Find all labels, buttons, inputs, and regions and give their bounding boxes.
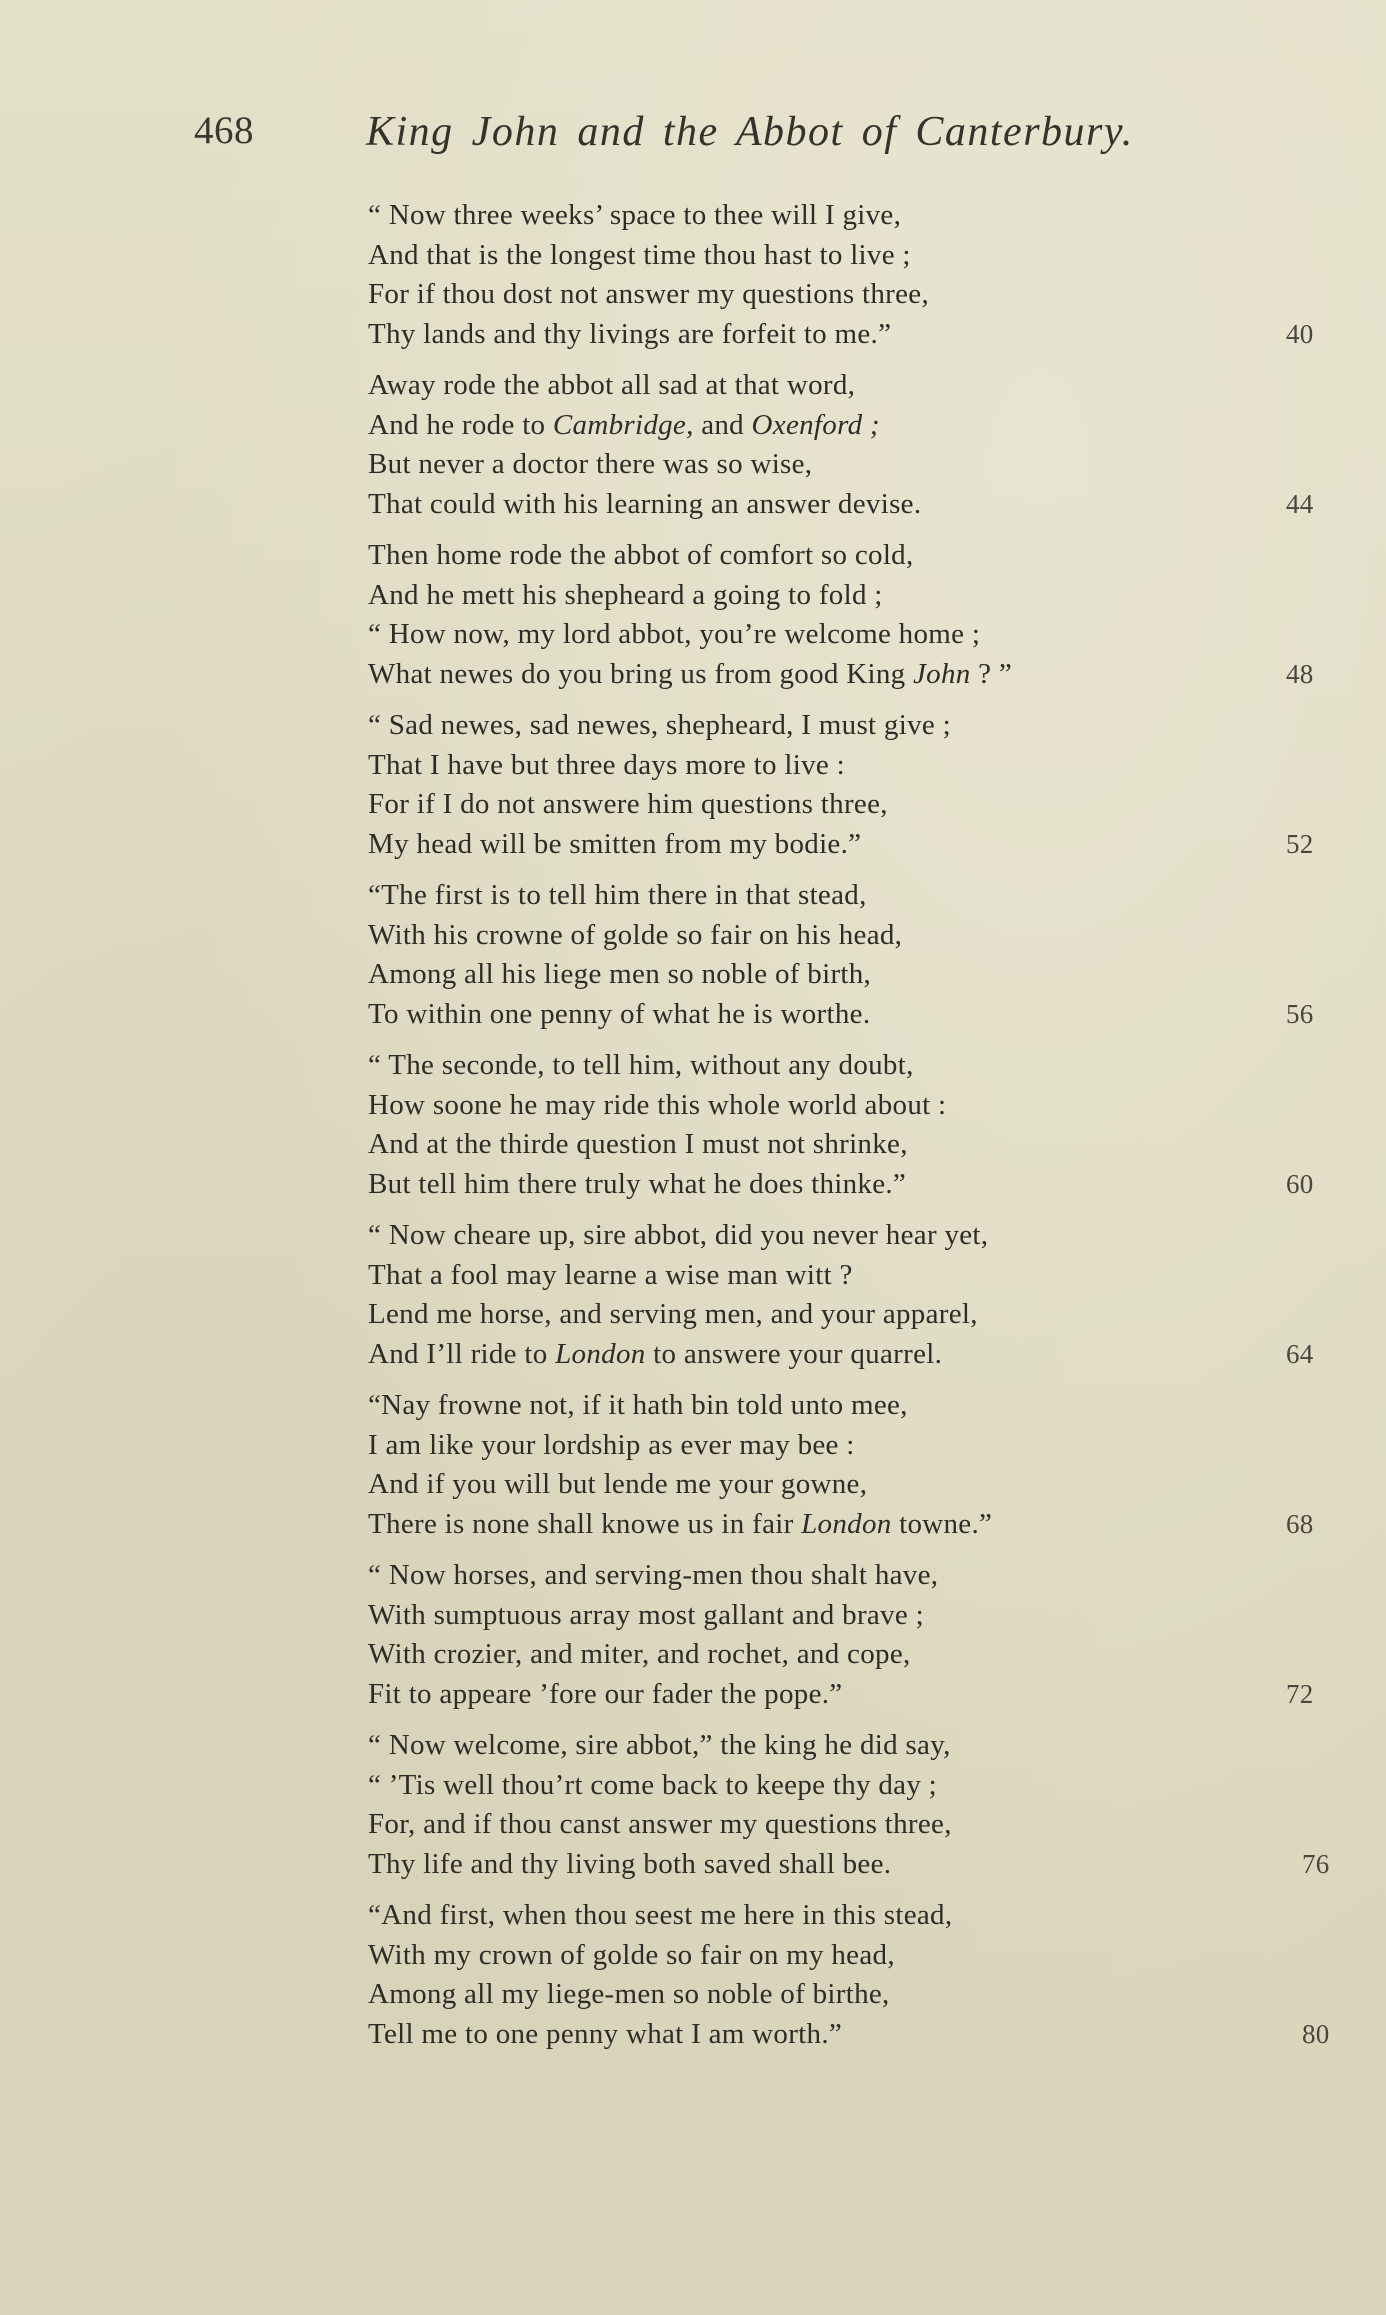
verse-line [0,955,1386,995]
line-number: 44 [1286,488,1314,519]
verse-line-text [368,1086,946,1126]
verse-line [0,1465,1386,1505]
verse-line-text [368,1556,938,1596]
verse-line-text [368,916,902,956]
stanza [0,1386,1386,1544]
stanza [0,1556,1386,1714]
verse-line [0,1845,1386,1885]
verse-line [0,1086,1386,1126]
text-segment: But tell him there truly what he does thinke.” [368,1167,907,1200]
text-segment: That could with his learning an answer devise. [368,487,922,520]
verse-line [0,1216,1386,1256]
verse-line-text [368,1165,906,1205]
verse-line-text [368,1125,908,1165]
verse-line-text [368,1256,853,1296]
verse-line [0,406,1386,446]
text-segment: And he rode to [368,408,553,441]
verse-line-text [368,445,812,485]
verse-line-text [368,1675,842,1715]
text-segment: “ ’Tis well thou’rt come back to keepe thy day ; [368,1768,938,1801]
stanza [0,1216,1386,1374]
text-segment: But never a doctor there was so wise, [368,448,813,480]
verse-line [0,1675,1386,1715]
text-segment: With my crown of golde so fair on my head, [368,1938,895,1971]
italic-text: Oxenford ; [751,408,880,441]
verse-line-text [368,576,883,616]
verse-line [0,1426,1386,1466]
verse-line-text [368,536,914,576]
running-title: King John and the Abbot of Canterbury. [366,109,1134,155]
verse-line [0,615,1386,655]
verse-line [0,1766,1386,1806]
stanza [0,1046,1386,1204]
text-segment: Among all my liege-men so noble of birthe, [368,1978,890,2010]
verse-line-text [368,1896,952,1936]
stanza [0,706,1386,864]
verse-line-text [368,366,855,406]
verse-line-text [368,1845,891,1885]
text-segment: Lend me horse, and serving men, and your apparel, [368,1298,978,1330]
text-segment: Then home rode the abbot of comfort so cold, [368,539,914,571]
text-segment: I am like your lordship as ever may bee : [368,1428,855,1461]
line-number: 76 [1302,1848,1330,1879]
verse-line-text [368,1465,867,1505]
italic-text: Cambridge, [552,408,694,441]
text-segment: That I have but three days more to live : [368,748,845,781]
verse-line [0,536,1386,576]
verse-line [0,1256,1386,1296]
verse-line-text [368,1805,952,1845]
italic-text: John [913,657,971,690]
text-segment: How soone he may ride this whole world about : [368,1088,947,1121]
verse-line-text [368,876,867,916]
verse-line-text [368,655,1012,695]
verse-line [0,1386,1386,1426]
verse-line-text [368,1386,908,1426]
text-segment: “The first is to tell him there in that stead, [368,879,867,911]
text-segment: With crozier, and miter, and rochet, and cope, [368,1638,911,1670]
line-number: 72 [1286,1678,1314,1709]
verse-line [0,995,1386,1035]
verse-line-text [368,315,891,355]
line-number: 52 [1286,828,1314,859]
italic-text: London [801,1507,892,1540]
verse-line-text [368,955,871,995]
verse-line [0,1896,1386,1936]
line-number: 48 [1286,658,1314,689]
text-segment: And if you will but lende me your gowne, [368,1468,868,1500]
text-segment: “ Now three weeks’ space to thee will I give, [368,199,902,231]
text-segment: Fit to appeare ’fore our fader the pope.” [368,1677,843,1710]
italic-text: London [555,1337,646,1370]
text-segment: Tell me to one penny what I am worth.” [368,2017,843,2050]
stanza [0,876,1386,1034]
verse-line-text [368,406,880,446]
text-segment: And he mett his shepheard a going to fold ; [368,578,883,611]
text-segment: For if I do not answere him questions three, [368,788,888,820]
verse-line [0,706,1386,746]
verse-line-text [368,1426,855,1466]
verse-line-text [368,706,951,746]
verse-line [0,1125,1386,1165]
verse-line [0,1335,1386,1375]
text-segment: And at the thirde question I must not shrinke, [368,1128,908,1160]
line-number: 40 [1286,318,1314,349]
verse-line [0,1596,1386,1636]
text-segment: “ The seconde, to tell him, without any doubt, [368,1049,914,1081]
verse-line-text [368,2015,842,2055]
text-segment: With his crowne of golde so fair on his head, [368,918,903,951]
text-segment: “Nay frowne not, if it hath bin told unto mee, [368,1389,908,1421]
line-number: 80 [1302,2018,1330,2049]
text-segment: to answere your quarrel. [645,1337,943,1370]
text-segment: For, and if thou canst answer my questions three, [368,1808,952,1840]
verse-line-text [368,236,911,276]
stanza [0,366,1386,524]
verse-line-text [368,785,888,825]
text-segment: ? ” [970,657,1013,690]
verse-line-text [368,1635,911,1675]
text-segment: “And first, when thou seest me here in this stead, [368,1899,953,1931]
verse-line [0,2015,1386,2055]
text-segment: To within one penny of what he is worthe. [368,997,871,1030]
verse-line-text [368,485,921,525]
verse-line-text [368,1936,895,1976]
text-segment: and [693,408,752,441]
verse-line [0,1046,1386,1086]
verse-line-text [368,995,870,1035]
stanza [0,1726,1386,1884]
verse-line-text [368,1766,937,1806]
verse-line-text [368,1295,978,1335]
verse-line-text [368,1505,992,1545]
line-number: 68 [1286,1508,1314,1539]
verse-line [0,1165,1386,1205]
stanza [0,196,1386,354]
verse-line [0,1295,1386,1335]
verse-line-text [368,275,929,315]
verse-line [0,1936,1386,1976]
verse-line [0,485,1386,525]
text-segment: For if thou dost not answer my questions three, [368,278,930,310]
verse-line [0,1556,1386,1596]
line-number: 64 [1286,1338,1314,1369]
verse-line [0,746,1386,786]
verse-line [0,1505,1386,1545]
line-number: 60 [1286,1168,1314,1199]
text-segment: “ Now cheare up, sire abbot, did you never hear yet, [368,1219,989,1251]
verse-line [0,315,1386,355]
verse-line [0,275,1386,315]
page-number: 468 [194,109,254,152]
verse-line-text [368,1335,942,1375]
running-head [0,108,1386,168]
text-segment: And that is the longest time thou hast to live ; [368,238,911,271]
text-segment: With sumptuous array most gallant and brave ; [368,1598,924,1631]
verse-line-text [368,1726,951,1766]
verse-line-text [368,1596,924,1636]
text-segment: “ How now, my lord abbot, you’re welcome home ; [368,618,981,650]
verse-line [0,236,1386,276]
verse-line-text [368,615,980,655]
stanza [0,536,1386,694]
text-segment: That a fool may learne a wise man witt ? [368,1258,853,1291]
verse-line-text [368,1975,890,2015]
text-segment: “ Now horses, and serving-men thou shalt have, [368,1559,939,1591]
verse-line [0,1975,1386,2015]
text-segment: “ Now welcome, sire abbot,” the king he did say, [368,1729,951,1761]
verse-line [0,785,1386,825]
text-segment: What newes do you bring us from good King [368,657,913,690]
text-segment: And I’ll ride to [368,1337,556,1370]
text-segment: Away rode the abbot all sad at that word, [368,369,856,401]
verse-line-text [368,825,861,865]
verse-line [0,1726,1386,1766]
poem-body [0,196,1386,2066]
verse-line-text [368,1216,988,1256]
text-segment: Thy life and thy living both saved shall bee. [368,1847,892,1880]
stanza [0,1896,1386,2054]
text-segment: Thy lands and thy livings are forfeit to me.” [368,317,892,350]
verse-line [0,576,1386,616]
verse-line [0,196,1386,236]
text-segment: There is none shall knowe us in fair [368,1507,802,1540]
verse-line [0,445,1386,485]
verse-line-text [368,746,845,786]
verse-line-text [368,196,901,236]
verse-line [0,825,1386,865]
verse-line-text [368,1046,914,1086]
verse-line [0,366,1386,406]
text-segment: towne.” [891,1507,993,1540]
text-segment: “ Sad newes, sad newes, shepheard, I must give ; [368,709,951,741]
verse-line [0,1635,1386,1675]
verse-line [0,1805,1386,1845]
text-segment: Among all his liege men so noble of birth, [368,958,872,990]
verse-line [0,876,1386,916]
line-number: 56 [1286,998,1314,1029]
verse-line [0,916,1386,956]
verse-line [0,655,1386,695]
text-segment: My head will be smitten from my bodie.” [368,827,862,860]
